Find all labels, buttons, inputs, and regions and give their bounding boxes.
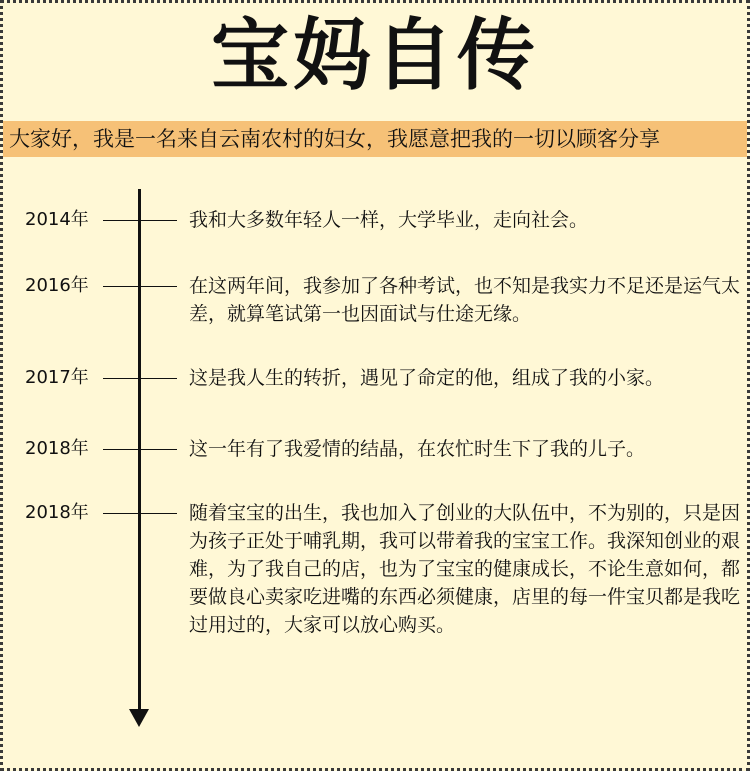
- page-title: 宝妈自传: [210, 11, 539, 101]
- timeline-text: 这一年有了我爱情的结晶，在农忙时生下了我的儿子。: [189, 438, 646, 460]
- intro-banner: 大家好，我是一名来自云南农村的妇女，我愿意把我的一切以顾客分享: [3, 121, 747, 157]
- arrow-down-icon: [129, 709, 149, 727]
- timeline-year: 2018年: [25, 438, 89, 459]
- timeline-connector: [103, 449, 177, 450]
- timeline-year: 2016年: [25, 275, 89, 296]
- timeline-text: 这是我人生的转折，遇见了命定的他，组成了我的小家。: [189, 367, 665, 389]
- timeline-connector: [103, 286, 177, 287]
- timeline-connector: [103, 513, 177, 514]
- timeline-connector: [103, 378, 177, 379]
- timeline-text: 我和大多数年轻人一样，大学毕业，走向社会。: [189, 209, 589, 231]
- timeline-text: 在这两年间，我参加了各种考试，也不知是我实力不足还是运气太差，就算笔试第一也因面试与仕途无缘。: [189, 275, 741, 325]
- timeline-text: 随着宝宝的出生，我也加入了创业的大队伍中，不为别的，只是因为孩子正处于哺乳期，我可以带着我的宝宝工作。我深知创业的艰难，为了我自己的店，也为了宝宝的健康成长，不论生意如何，都要做良心卖家吃进嘴的东西必须健康，店里的每一件宝贝都是我吃过用过的，大家可以放心购买。: [189, 502, 741, 636]
- timeline-connector: [103, 220, 177, 221]
- timeline-year: 2014年: [25, 209, 89, 230]
- timeline-year: 2017年: [25, 367, 89, 388]
- timeline-year: 2018年: [25, 502, 89, 523]
- timeline-line: [138, 189, 141, 715]
